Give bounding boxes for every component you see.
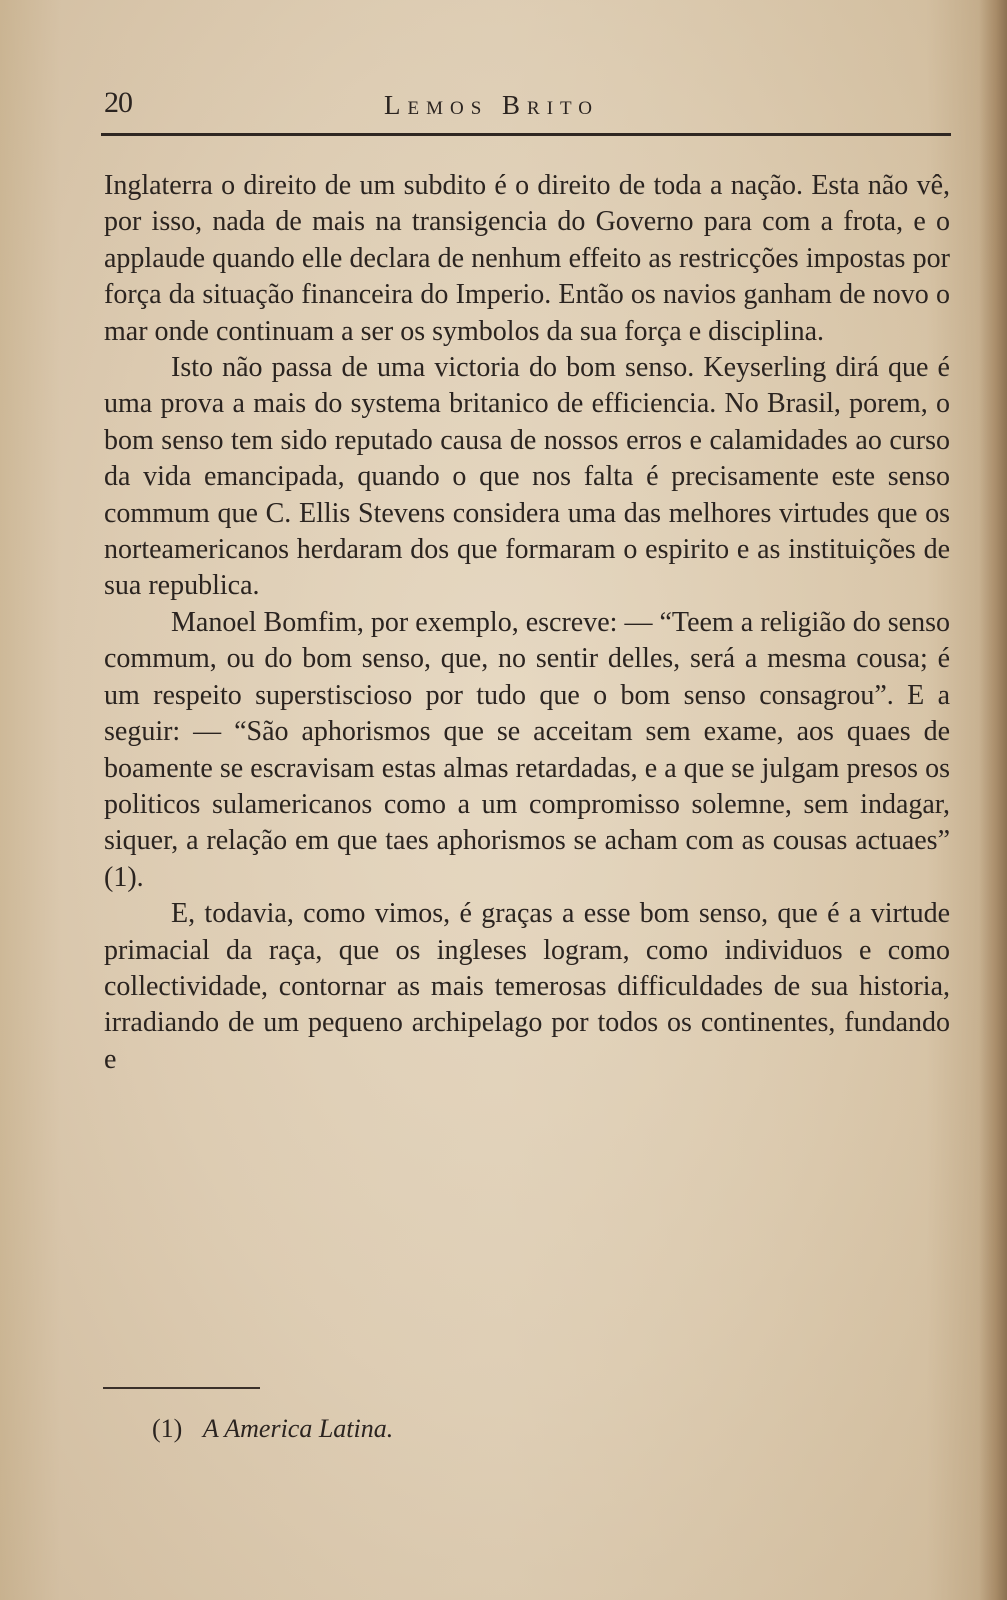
footnote [152, 1412, 393, 1446]
footnote-rule [103, 1387, 260, 1389]
header-rule [101, 133, 951, 136]
footnote-text: A America Latina. [202, 1414, 394, 1443]
page-spine-shadow [979, 0, 1007, 1600]
paragraph-3: Manoel Bomfim, por exemplo, escreve: — “Teem a religião do senso commum, ou do bom senso, que, no sentir delles, será a mesma cousa; é um respeito superstiscioso por tudo que o bom senso consagrou”. E a seguir: — “São aphorismos que se acceitam sem exame, aos quaes de boamente se escravisam estas almas retardadas, e a que se julgam presos os politicos sulamericanos como a um compromisso solemne, sem indagar, siquer, a relação em que taes aphorismos se acham com as cousas actuaes” (1). [104, 606, 950, 893]
paragraph-1: Inglaterra o direito de um subdito é o direito de toda a nação. Esta não vê, por isso, nada de mais na transigencia do Governo para com a frota, e o applaude quando elle declara de nenhum effeito as restricções impostas por força da situação financeira do Imperio. Então os navios ganham de novo o mar onde continuam a ser os symbolos da sua força e disciplina. [104, 170, 950, 347]
body-text [104, 168, 950, 1078]
running-head: Lemos Brito [384, 90, 600, 120]
paragraph-2: Isto não passa de uma victoria do bom senso. Keyserling dirá que é uma prova a mais do systema britanico de efficiencia. No Brasil, porem, o bom senso tem sido reputado causa de nossos erros e calamidades ao curso da vida emancipada, quando o que nos falta é precisamente este senso commum que C. Ellis Stevens considera uma das melhores virtudes que os norteamericanos herdaram dos que formaram o espirito e as instituições de sua republica. [104, 352, 950, 602]
page-number: 20 [104, 86, 132, 119]
footnote-marker: (1) [152, 1414, 183, 1443]
page-header [104, 86, 950, 126]
paragraph-4: E, todavia, como vimos, é graças a esse bom senso, que é a virtude primacial da raça, que os ingleses logram, como individuos e como collectividade, contornar as mais temerosas difficuldades de sua historia, irradiando de um pequeno archipelago por todos os continentes, fundando e [104, 898, 950, 1075]
